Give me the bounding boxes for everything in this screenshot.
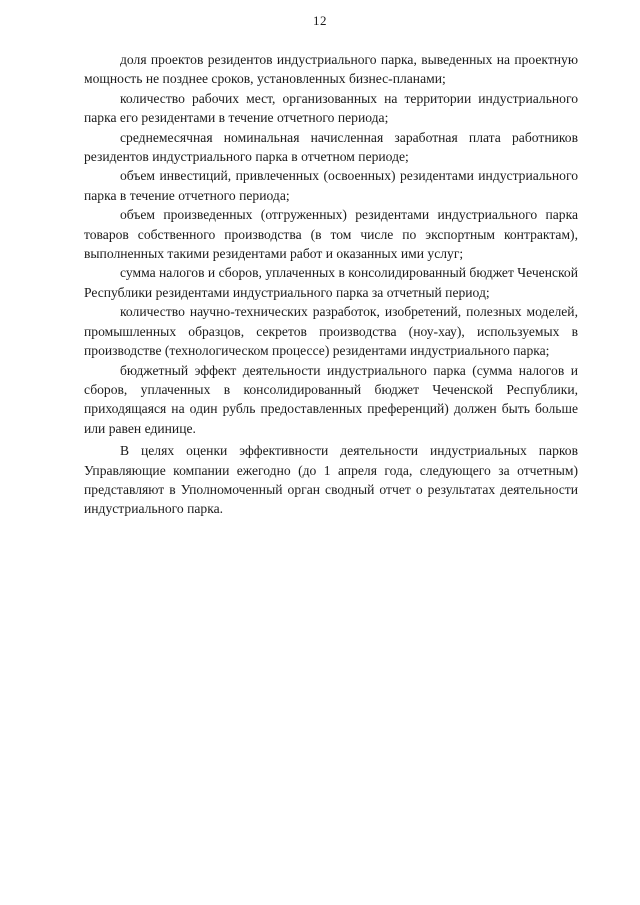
document-body bbox=[84, 50, 578, 519]
closing-paragraph: В целях оценки эффективности деятельности индустриальных парков Управляющие компании ежегодно (до 1 апреля года, следующего за отчетным) представляют в Уполномоченный орган сводный отчет о результатах деятельности индустриального парка. bbox=[84, 443, 578, 517]
criterion-production-volume: объем произведенных (отгруженных) резидентами индустриального парка товаров собственного производства (в том числе по экспортным контрактам), выполненных такими резидентами работ и оказанных ими услуг; bbox=[84, 207, 578, 262]
criterion-rnd: количество научно-технических разработок, изобретений, полезных моделей, промышленных образцов, секретов производства (ноу-хау), используемых в производстве (технологическом процессе) резидентами индустриального парка; bbox=[84, 304, 578, 359]
criterion-taxes: сумма налогов и сборов, уплаченных в консолидированный бюджет Чеченской Республики резидентами индустриального парка за отчетный период; bbox=[84, 265, 578, 300]
criterion-investments: объем инвестиций, привлеченных (освоенных) резидентами индустриального парка в течение отчетного периода; bbox=[84, 168, 578, 203]
criterion-budget-effect: бюджетный эффект деятельности индустриального парка (сумма налогов и сборов, уплаченных в консолидированный бюджет Чеченской Республики, приходящаяся на один рубль предоставленных преференций) должен быть больше или равен единице. bbox=[84, 362, 578, 436]
criterion-jobs: количество рабочих мест, организованных на территории индустриального парка его резидентами в течение отчетного периода; bbox=[84, 90, 578, 126]
page-number: 12 bbox=[313, 13, 327, 28]
criterion-project-share: доля проектов резидентов индустриального парка, выведенных на проектную мощность не позднее сроков, установленных бизнес-планами; bbox=[84, 52, 578, 87]
criterion-average-salary: среднемесячная номинальная начисленная заработная плата работников резидентов индустриального парка в отчетном периоде; bbox=[84, 129, 578, 165]
